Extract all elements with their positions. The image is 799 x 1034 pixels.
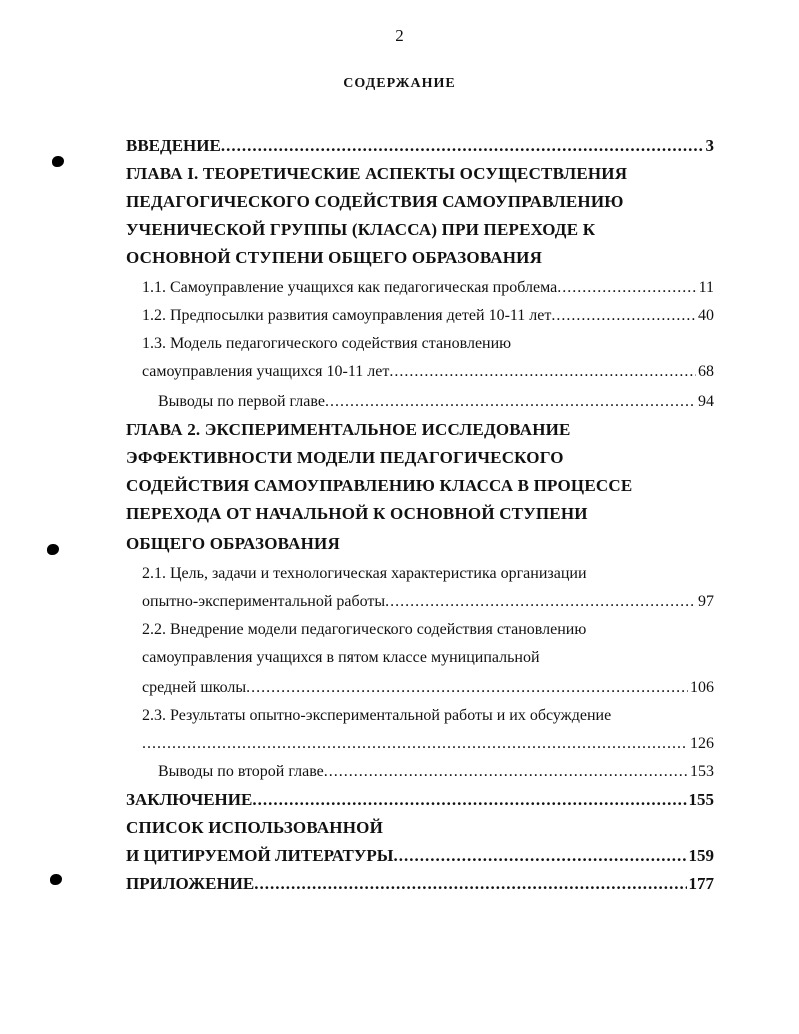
toc-page: 177	[688, 874, 714, 893]
toc-entry-2-2	[142, 674, 714, 702]
toc-entry-1-3-line1: 1.3. Модель педагогического содействия становлению	[142, 335, 512, 352]
toc-leader	[254, 870, 686, 898]
toc-page: 106	[690, 679, 714, 696]
toc-entry-1-3	[142, 358, 714, 386]
toc-page: 97	[698, 593, 714, 610]
toc-leader	[389, 358, 696, 386]
toc-label: Выводы по первой главе	[158, 393, 325, 410]
toc-leader	[325, 388, 696, 416]
toc-label: ЗАКЛЮЧЕНИЕ	[126, 790, 253, 809]
toc-entry-2-3-line1: 2.3. Результаты опытно-экспериментальной работы и их обсуждение	[142, 707, 612, 724]
toc-label: опытно-экспериментальной работы	[142, 593, 386, 610]
toc-entry-ch2-conclusions	[158, 758, 714, 786]
chapter-1-line: ГЛАВА I. ТЕОРЕТИЧЕСКИЕ АСПЕКТЫ ОСУЩЕСТВЛЕНИЯ	[126, 164, 628, 183]
toc-label: 1.2. Предпосылки развития самоуправления детей 10-11 лет	[142, 307, 552, 324]
chapter-2-line: ЭФФЕКТИВНОСТИ МОДЕЛИ ПЕДАГОГИЧЕСКОГО	[126, 448, 564, 467]
toc-leader	[557, 274, 696, 302]
toc-page: 155	[688, 790, 714, 809]
toc-entry-appendix	[126, 870, 714, 898]
ink-blot	[47, 544, 59, 555]
ink-blot	[50, 874, 62, 885]
page-number: 2	[395, 26, 404, 45]
chapter-2-line: ОБЩЕГО ОБРАЗОВАНИЯ	[126, 534, 340, 553]
toc-label: ПРИЛОЖЕНИЕ	[126, 874, 255, 893]
toc-leader	[324, 758, 688, 786]
ink-blot	[52, 156, 64, 167]
chapter-2-line: ПЕРЕХОДА ОТ НАЧАЛЬНОЙ К ОСНОВНОЙ СТУПЕНИ	[126, 504, 588, 523]
toc-entry-2-1-line1: 2.1. Цель, задачи и технологическая характеристика организации	[142, 565, 587, 582]
chapter-1-line: УЧЕНИЧЕСКОЙ ГРУППЫ (КЛАССА) ПРИ ПЕРЕХОДЕ К	[126, 220, 596, 239]
chapter-2-line: ГЛАВА 2. ЭКСПЕРИМЕНТАЛЬНОЕ ИССЛЕДОВАНИЕ	[126, 420, 571, 439]
toc-label: средней школы	[142, 679, 247, 696]
toc-label: И ЦИТИРУЕМОЙ ЛИТЕРАТУРЫ	[126, 846, 394, 865]
toc-page: 94	[698, 393, 714, 410]
toc-page: 68	[698, 363, 714, 380]
toc-entry-ch1-conclusions	[158, 388, 714, 416]
toc-entry-2-1	[142, 588, 714, 616]
toc-page: 153	[690, 763, 714, 780]
chapter-2-line: СОДЕЙСТВИЯ САМОУПРАВЛЕНИЮ КЛАССА В ПРОЦЕССЕ	[126, 476, 633, 495]
toc-leader	[393, 842, 686, 870]
toc-leader	[551, 302, 696, 330]
toc-leader	[221, 132, 704, 160]
toc-leader	[385, 588, 696, 616]
toc-title: СОДЕРЖАНИЕ	[343, 76, 456, 91]
toc-entry-2-3	[142, 730, 714, 758]
toc-entry-intro	[126, 132, 714, 160]
chapter-1-line: ПЕДАГОГИЧЕСКОГО СОДЕЙСТВИЯ САМОУПРАВЛЕНИЮ	[126, 192, 624, 211]
toc-page: 159	[688, 846, 714, 865]
toc-page: 3	[705, 136, 714, 155]
toc-leader	[252, 786, 686, 814]
toc-entry-references-line1: СПИСОК ИСПОЛЬЗОВАННОЙ	[126, 818, 383, 837]
toc-label: Выводы по второй главе	[158, 763, 324, 780]
toc-page: 126	[690, 735, 714, 752]
toc-label: самоуправления учащихся 10-11 лет	[142, 363, 390, 380]
toc-label: 1.1. Самоуправление учащихся как педагогическая проблема	[142, 279, 558, 296]
toc-page: 40	[698, 307, 714, 324]
toc-entry-1-1	[142, 274, 714, 302]
toc-entry-conclusion	[126, 786, 714, 814]
toc-leader	[246, 674, 688, 702]
toc-leader	[142, 730, 688, 758]
toc-entry-references	[126, 842, 714, 870]
chapter-1-line: ОСНОВНОЙ СТУПЕНИ ОБЩЕГО ОБРАЗОВАНИЯ	[126, 248, 543, 267]
toc-entry-2-2-line2: самоуправления учащихся в пятом классе муниципальной	[142, 649, 540, 666]
toc-label: ВВЕДЕНИЕ	[126, 136, 221, 155]
toc-entry-1-2	[142, 302, 714, 330]
toc-entry-2-2-line1: 2.2. Внедрение модели педагогического содействия становлению	[142, 621, 587, 638]
toc-page: 11	[698, 279, 714, 296]
